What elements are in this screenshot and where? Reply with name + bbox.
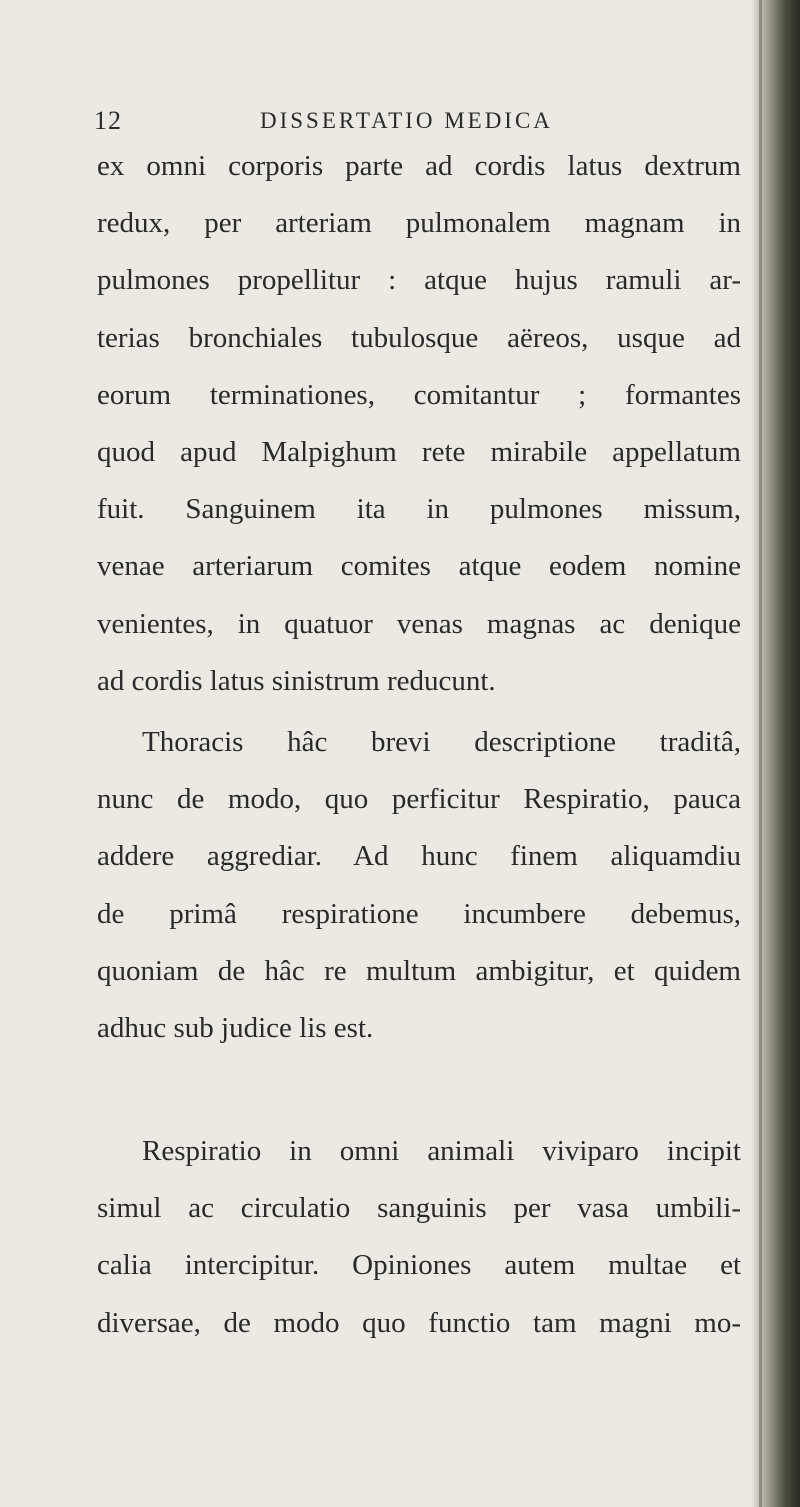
text-line: redux, per arteriam pulmonalem magnam in: [97, 207, 741, 240]
text-line: fuit. Sanguinem ita in pulmones missum,: [97, 493, 741, 526]
text-line: nunc de modo, quo perficitur Respiratio, pauca: [97, 783, 741, 816]
text-line: eorum terminationes, comitantur ; formantes: [97, 378, 741, 411]
paragraph-3: [97, 1123, 741, 1352]
paragraph-1: [97, 138, 741, 710]
text-line: calia intercipitur. Opiniones autem multae et: [97, 1249, 741, 1282]
text-line: venae arteriarum comites atque eodem nomine: [97, 550, 741, 583]
text-line: pulmones propellitur : atque hujus ramuli ar-: [97, 264, 741, 297]
text-line: quoniam de hâc re multum ambigitur, et quidem: [97, 954, 741, 987]
text-line: simul ac circulatio sanguinis per vasa umbili-: [97, 1192, 741, 1225]
text-line: diversae, de modo quo functio tam magni mo-: [97, 1306, 741, 1339]
text-line: venientes, in quatuor venas magnas ac denique: [97, 607, 741, 640]
text-line: ex omni corporis parte ad cordis latus dextrum: [97, 150, 741, 182]
text-line: Respiratio in omni animali viviparo incipit: [142, 1135, 741, 1167]
paragraph-2: [97, 714, 741, 1057]
text-line: terias bronchiales tubulosque aëreos, usque ad: [97, 321, 741, 354]
page-number: 12: [94, 106, 122, 135]
text-line: quod apud Malpighum rete mirabile appellatum: [97, 435, 741, 468]
text-line: ad cordis latus sinistrum reducunt.: [97, 664, 496, 697]
running-head: DISSERTATIO MEDICA: [260, 108, 553, 133]
text-line: addere aggrediar. Ad hunc finem aliquamdiu: [97, 840, 741, 873]
text-line: adhuc sub judice lis est.: [97, 1011, 374, 1044]
page-binding-line: [759, 0, 762, 1507]
text-line: Thoracis hâc brevi descriptione traditâ,: [142, 726, 741, 758]
text-line: de primâ respiratione incumbere debemus,: [97, 897, 741, 930]
